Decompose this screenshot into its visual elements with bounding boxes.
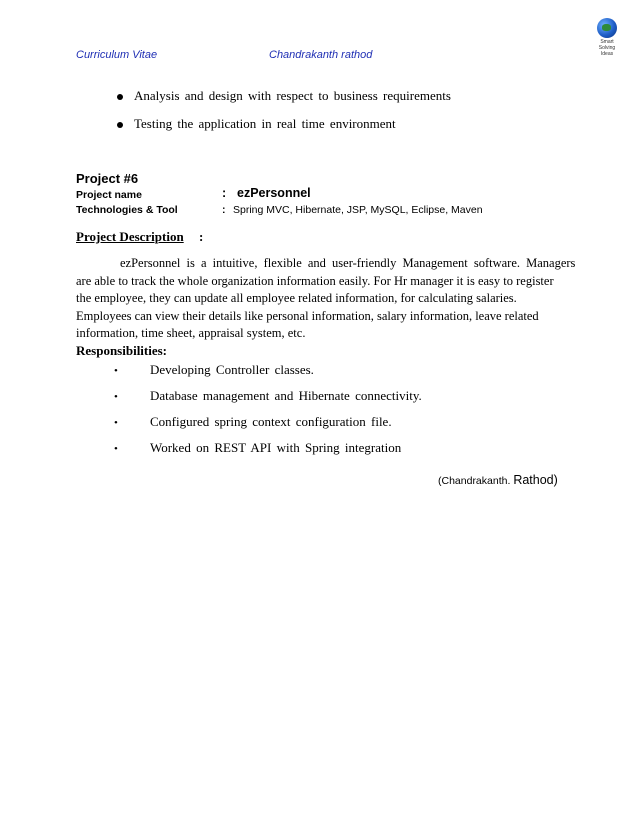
project-title: Project #6	[76, 171, 139, 186]
project-name-colon: :	[222, 186, 227, 200]
signature-first: (Chandrakanth.	[438, 475, 511, 487]
project-name-value: ezPersonnel	[237, 186, 311, 200]
globe-icon	[597, 18, 617, 38]
technologies-colon: :	[222, 204, 226, 216]
signature	[438, 473, 558, 487]
bullet-dot: •	[114, 391, 118, 403]
company-logo	[593, 18, 621, 62]
description-line: information, time sheet, appraisal system, etc.	[76, 326, 306, 340]
description-line: are able to track the whole organization information easily. For Hr manager it is easy to register	[76, 273, 554, 288]
responsibility-item: Database management and Hibernate connectivity.	[150, 388, 422, 403]
bullet-dot: •	[114, 417, 118, 429]
description-heading-text: Project Description	[76, 229, 184, 244]
description-line: ezPersonnel is a intuitive, flexible and user-friendly Management software. Managers	[120, 256, 576, 270]
bullet-dot	[117, 122, 123, 128]
project-description-heading	[76, 229, 184, 245]
bullet-item-analysis: Analysis and design with respect to business requirements	[134, 88, 451, 103]
logo-text: Smart Solving Ideas	[598, 39, 616, 57]
bullet-item-testing: Testing the application in real time environment	[134, 116, 396, 131]
signature-last: Rathod)	[513, 473, 558, 487]
bullet-dot: •	[114, 443, 118, 455]
project-name-label: Project name	[76, 189, 142, 201]
header-doc-type: Curriculum Vitae	[76, 49, 158, 61]
description-line: Employees can view their details like personal information, salary information, leave related	[76, 308, 539, 323]
description-line: the employee, they can update all employee related information, for calculating salaries.	[76, 291, 517, 305]
technologies-value: Spring MVC, Hibernate, JSP, MySQL, Eclipse, Maven	[233, 204, 483, 216]
description-heading-colon: :	[199, 229, 204, 244]
project-description-text	[76, 255, 576, 343]
responsibility-item: Worked on REST API with Spring integration	[150, 440, 402, 455]
bullet-dot	[117, 94, 123, 100]
header-author-name: Chandrakanth rathod	[269, 49, 373, 61]
responsibility-item: Configured spring context configuration file.	[150, 414, 392, 429]
technologies-label: Technologies & Tool	[76, 204, 178, 216]
responsibility-item: Developing Controller classes.	[150, 362, 314, 377]
responsibilities-heading: Responsibilities:	[76, 343, 168, 358]
bullet-dot: •	[114, 365, 118, 377]
